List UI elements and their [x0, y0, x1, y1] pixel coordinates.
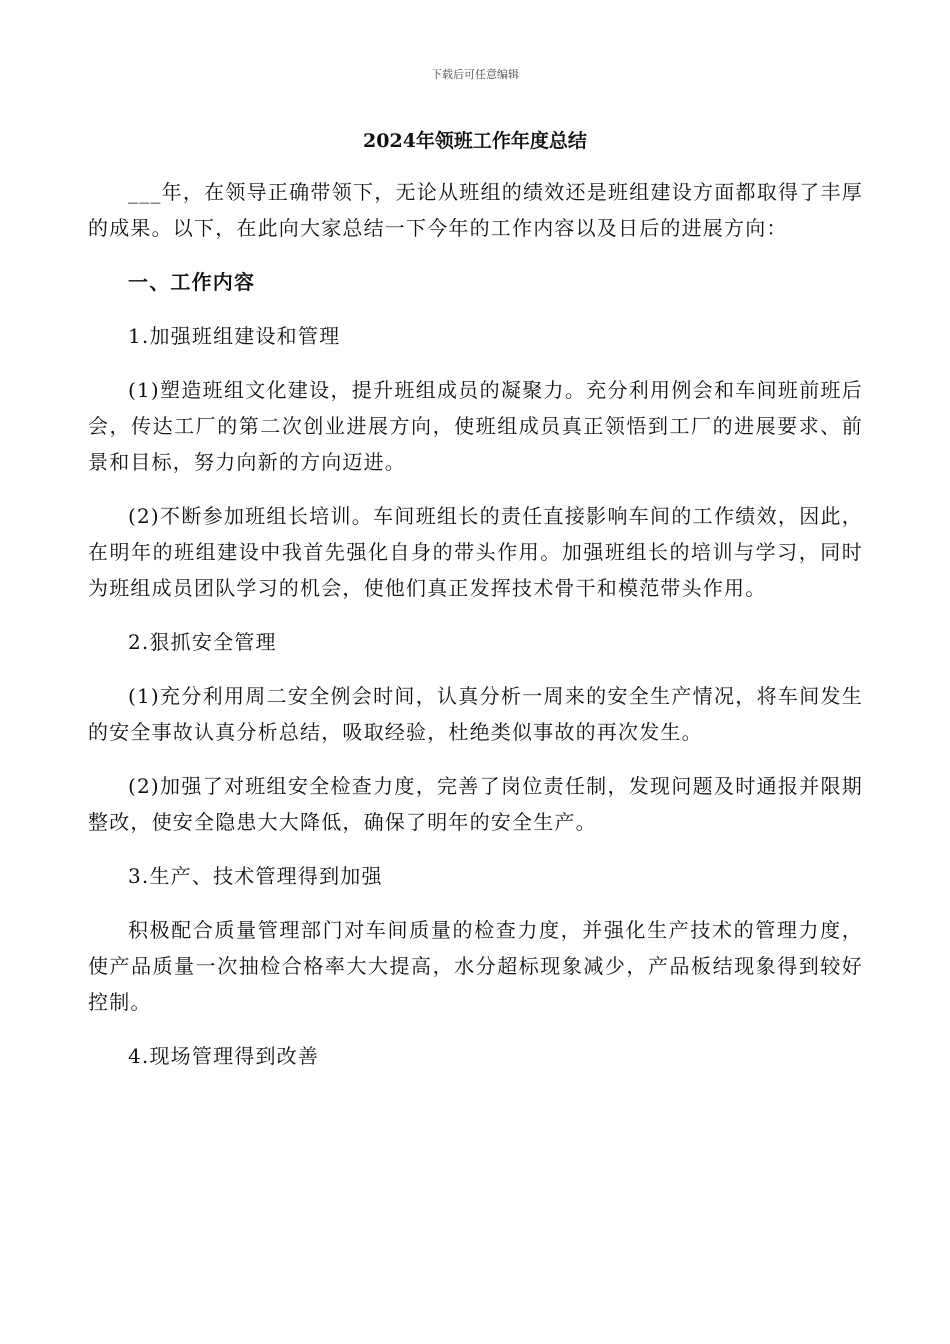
paragraph-team-culture: (1)塑造班组文化建设，提升班组成员的凝聚力。充分利用例会和车间班前班后会，传达工厂的第二次创业进展方向，使班组成员真正领悟到工厂的进展要求、前景和目标，努力向新的方向迈进。: [88, 378, 863, 474]
paragraph-safety-inspection: (2)加强了对班组安全检查力度，完善了岗位责任制，发现问题及时通报并限期整改，使安全隐患大大降低，确保了明年的安全生产。: [88, 774, 863, 834]
item-heading-team-building: 1.加强班组建设和管理: [128, 324, 341, 348]
paragraph-safety-meeting: (1)充分利用周二安全例会时间，认真分析一周来的安全生产情况，将车间发生的安全事故认真分析总结，吸取经验，杜绝类似事故的再次发生。: [88, 684, 863, 744]
item-heading-production-tech: 3.生产、技术管理得到加强: [128, 864, 383, 888]
paragraph-leader-training: (2)不断参加班组长培训。车间班组长的责任直接影响车间的工作绩效，因此，在明年的班组建设中我首先强化自身的带头作用。加强班组长的培训与学习，同时为班组成员团队学习的机会，使他们真正发挥技术骨干和模范带头作用。: [88, 504, 863, 600]
intro-paragraph: ___年，在领导正确带领下，无论从班组的绩效还是班组建设方面都取得了丰厚的成果。以下，在此向大家总结一下今年的工作内容以及日后的进展方向：: [88, 180, 863, 240]
document-title: 2024年领班工作年度总结: [363, 130, 587, 152]
document-body: [88, 174, 863, 1092]
item-heading-safety: 2.狠抓安全管理: [128, 630, 277, 654]
section-heading-work-content: 一、工作内容: [128, 270, 256, 294]
paragraph-quality: 积极配合质量管理部门对车间质量的检查力度，并强化生产技术的管理力度，使产品质量一次抽检合格率大大提高，水分超标现象减少，产品板结现象得到较好控制。: [88, 918, 863, 1014]
header-note: 下载后可任意编辑: [431, 68, 519, 81]
item-heading-site-management: 4.现场管理得到改善: [128, 1044, 320, 1068]
